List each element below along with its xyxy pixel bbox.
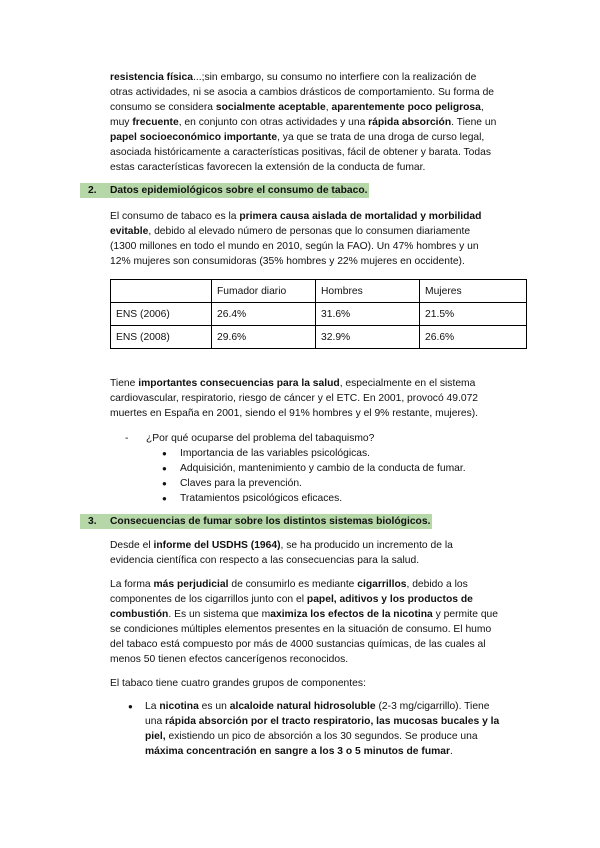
epidemiology-paragraph: El consumo de tabaco es la primera causa aislada de mortalidad y morbilidad evitable, debido al elevado número de personas que lo consumen diariamente (1300 millones en todo el mundo en 2010, según la FAO). Un 47% hombres y un 12% mujeres son consumidoras (35% hombres y 22% mujeres en occidente). xyxy=(110,211,482,267)
table-cell: 29.6% xyxy=(212,326,316,349)
list-item: Importancia de las variables psicológicas. xyxy=(180,448,371,459)
table-cell: 26.6% xyxy=(420,326,527,349)
table-cell: 31.6% xyxy=(316,303,420,326)
smoking-prevalence-table xyxy=(110,279,527,349)
table-cell: ENS (2008) xyxy=(111,326,212,349)
bullet-icon: ● xyxy=(162,494,167,503)
table-row xyxy=(111,303,527,326)
section-3-heading: 3. Consecuencias de fumar sobre los distintos sistemas biológicos. xyxy=(80,514,432,529)
question-item: ¿Por qué ocuparse del problema del tabaquismo? xyxy=(146,433,375,444)
cigarettes-paragraph: La forma más perjudicial de consumirlo es mediante cigarrillos, debido a los componentes de los cigarrillos junto con el papel, aditivos y los productos de combustión. Es un sistema que maximiza los efectos de la nicotina y permite que se condiciones múltiples elementos presentes en la situación de consumo. El humo del tabaco está compuesto por más de 4000 sustancias químicas, de las cuales al menos 50 tienen efectos cancerígenos reconocidos. xyxy=(110,579,499,665)
bullet-icon: ● xyxy=(162,464,167,473)
table-cell: Hombres xyxy=(316,280,420,303)
table-cell: Mujeres xyxy=(420,280,527,303)
bullet-icon: ● xyxy=(128,702,133,711)
intro-paragraph: resistencia física...;sin embargo, su consumo no interfiere con la realización de otras actividades, ni se asocia a cambios drásticos de comportamiento. Su forma de consumo se considera socialmente aceptable, aparentemente poco peligrosa, muy frecuente, en conjunto con otras actividades y una rápida absorción. Tiene un papel socioeconómico importante, ya que se trata de una droga de curso legal, asociada históricamente a características positivas, fácil de obtener y barata. Todas estas características favorecen la extensión de la conducta de fumar. xyxy=(110,72,497,173)
table-cell: 21.5% xyxy=(420,303,527,326)
table-cell: ENS (2006) xyxy=(111,303,212,326)
list-item: Adquisición, mantenimiento y cambio de la conducta de fumar. xyxy=(180,463,466,474)
table-row xyxy=(111,326,527,349)
bullet-icon: ● xyxy=(162,479,167,488)
section-2-heading: 2. Datos epidemiológicos sobre el consumo de tabaco. xyxy=(80,183,369,198)
nicotine-list-item: La nicotina es un alcaloide natural hidrosoluble (2-3 mg/cigarrillo). Tiene una rápida absorción por el tracto respiratorio, las mucosas bucales y la piel, existiendo un pico de absorción a los 30 segundos. Se produce una máxima concentración en sangre a los 3 o 5 minutos de fumar. xyxy=(145,701,500,757)
table-header-row xyxy=(111,280,527,303)
table-cell xyxy=(111,280,212,303)
components-intro: El tabaco tiene cuatro grandes grupos de componentes: xyxy=(110,678,366,689)
table-cell: 26.4% xyxy=(212,303,316,326)
dash-marker: - xyxy=(125,433,129,444)
table-cell: 32.9% xyxy=(316,326,420,349)
list-item: Claves para la prevención. xyxy=(180,478,302,489)
bullet-icon: ● xyxy=(162,449,167,458)
usdhs-paragraph: Desde el informe del USDHS (1964), se ha producido un incremento de la evidencia científica con respecto a las consecuencias para la salud. xyxy=(110,540,453,566)
health-consequences-paragraph: Tiene importantes consecuencias para la salud, especialmente en el sistema cardiovascular, respiratorio, riesgo de cáncer y el ETC. En 2001, provocó 49.072 muertes en España en 2001, siendo el 91% hombres y el 9% restante, mujeres). xyxy=(110,378,479,419)
table-cell: Fumador diario xyxy=(212,280,316,303)
list-item: Tratamientos psicológicos eficaces. xyxy=(180,493,343,504)
